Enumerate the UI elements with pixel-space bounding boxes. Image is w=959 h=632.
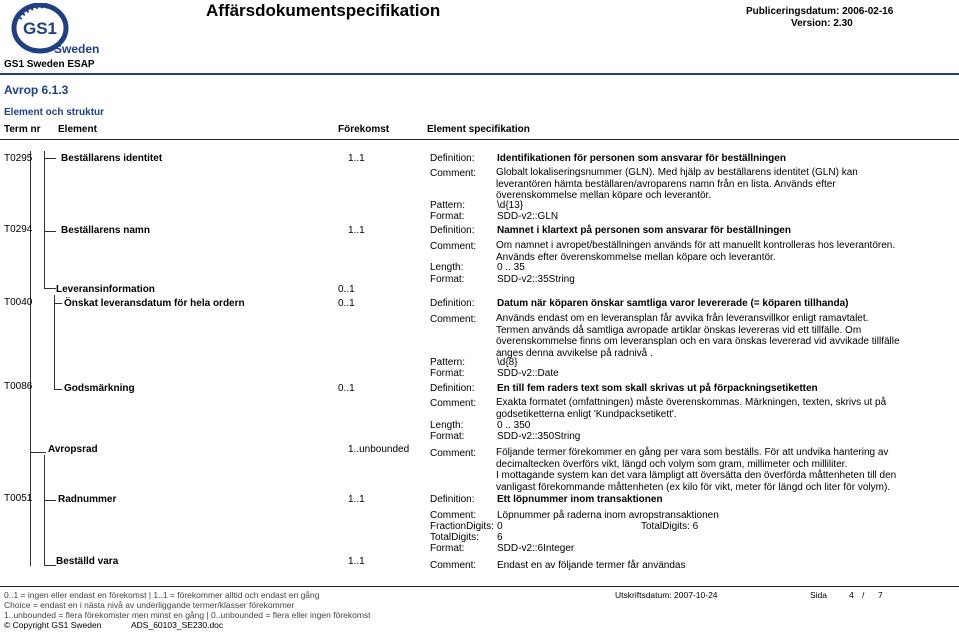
copyright: © Copyright GS1 Sweden [4, 620, 102, 630]
occurrence: 1..unbounded [348, 444, 410, 455]
length-value: 0 .. 350 [497, 420, 531, 431]
comment-text: Följande termer förekommer en gång per vara som beställs. För att undvika hantering av decimaltecken överförs vikt, längd och volym som gram, millimeter och milliliter. I mottagande system kan det vara lämpligt att översätta den överförda måttenheten till den vanligast förekommande måttenheten (ex kilo för vikt, meter för längd och liter för volym). [496, 447, 897, 493]
comment-text: Används endast om en leveransplan får avvika från leveransvillkor enligt ramavtalet. Termen används då samtliga avropade artiklar önskas levereras vid ett tillfälle. Om överenskommelse finns om leveransplan och en vara önskas levererad vid avvikade tillfälle anges denna avvikelse på radnivå . [496, 313, 900, 359]
document-filename: ADS_60103_SE230.doc [131, 620, 224, 630]
tree-line [44, 151, 45, 288]
page-separator: / [862, 590, 865, 600]
length-label: Length: [430, 262, 464, 273]
tree-line [44, 231, 56, 232]
legend-line-3: 1..unbounded = flera förekomster men minst en gång | 0..unbounded = flera eller ingen förekomst [4, 610, 371, 620]
comment-label: Comment: [430, 560, 477, 571]
element-name: Beställarens identitet [61, 153, 163, 164]
header-rule [0, 73, 959, 75]
pattern-label: Pattern: [430, 200, 466, 211]
total-digits-value: 6 [497, 532, 503, 543]
occurrence: 0..1 [338, 383, 355, 394]
col-element: Element [58, 124, 97, 135]
gs1-logo [6, 3, 116, 55]
total-digits-label: TotalDigits: [430, 532, 479, 543]
pattern-label: Pattern: [430, 357, 466, 368]
term-number: T0295 [4, 153, 33, 164]
table-caption: Element och struktur [4, 107, 105, 118]
print-date: Utskriftsdatum: 2007-10-24 [615, 590, 718, 600]
element-name: Leveransinformation [56, 284, 155, 295]
format-label: Format: [430, 543, 465, 554]
occurrence: 1..1 [348, 153, 365, 164]
definition-text: Namnet i klartext på personen som ansvarar för beställningen [497, 225, 791, 236]
element-name: Beställarens namn [61, 225, 150, 236]
comment-label: Comment: [430, 510, 477, 521]
tree-line [44, 500, 56, 501]
page-label: Sida [810, 590, 828, 600]
occurrence: 1..1 [348, 556, 365, 567]
col-occurs: Förekomst [338, 124, 390, 135]
page-number: 4 [849, 590, 854, 600]
format-label: Format: [430, 274, 465, 285]
comment-text: Löpnummer på raderna inom avropstransaktionen [497, 510, 719, 521]
occurrence: 1..1 [348, 225, 365, 236]
fraction-digits-label: FractionDigits: [430, 521, 494, 532]
comment-label: Comment: [430, 168, 477, 179]
element-name: Beställd vara [56, 556, 119, 567]
element-name: Avropsrad [48, 444, 98, 455]
tree-line [44, 565, 56, 566]
table-header-rule [0, 139, 959, 140]
tree-line [54, 303, 62, 304]
term-number: T0086 [4, 381, 33, 392]
organisation: GS1 Sweden ESAP [4, 59, 95, 70]
definition-label: Definition: [430, 383, 475, 394]
tree-line [30, 452, 46, 453]
tree-line [44, 455, 45, 565]
definition-label: Definition: [430, 153, 475, 164]
comment-label: Comment: [430, 398, 477, 409]
occurrence: 0..1 [338, 298, 355, 309]
format-value: SDD-v2::350String [497, 431, 581, 442]
svg-text:GS1: GS1 [23, 19, 58, 38]
legend-line-1: 0..1 = ingen eller endast en förekomst | 1..1 = förekommer alltid och endast en gång [4, 590, 320, 600]
comment-text: Endast en av följande termer får användas [497, 560, 686, 571]
format-label: Format: [430, 211, 465, 222]
publication-date: Publiceringsdatum: 2006-02-16 [746, 6, 894, 17]
comment-text: Globalt lokaliseringsnummer (GLN). Med hjälp av beställarens identitet (GLN) kan leverantören hämta beställaren/avroparens namn från en lista. Används efter överenskommelse mellan köpare och leverantör. [496, 167, 858, 202]
format-value: SDD-v2::35String [497, 274, 575, 285]
definition-label: Definition: [430, 298, 475, 309]
pattern-value: \d{13} [497, 200, 524, 211]
tree-line [44, 158, 56, 159]
format-value: SDD-v2::6Integer [497, 543, 575, 554]
document-title: Affärsdokumentspecifikation [206, 1, 441, 20]
tree-line [44, 288, 56, 289]
svg-text:Sweden: Sweden [54, 42, 100, 55]
tree-line [54, 389, 62, 390]
occurrence: 0..1 [338, 284, 355, 295]
definition-text: En till fem raders text som skall skrivas ut på förpackningsetiketten [497, 383, 818, 394]
col-term: Term nr [4, 124, 41, 135]
definition-text: Datum när köparen önskar samtliga varor levererade (= köparen tillhanda) [497, 298, 849, 309]
length-value: 0 .. 35 [497, 262, 525, 273]
section-title: Avrop 6.1.3 [4, 83, 69, 97]
comment-text: Om namnet i avropet/beställningen används för att manuellt kontrolleras hos leverantören. Används efter överenskommelse mellan köpare och leverantör. [496, 240, 896, 263]
footer-rule [0, 586, 959, 587]
format-value: SDD-v2::Date [497, 368, 559, 379]
element-name: Önskat leveransdatum för hela ordern [64, 298, 245, 309]
fraction-digits-value: 0 [497, 521, 503, 532]
comment-label: Comment: [430, 314, 477, 325]
comment-label: Comment: [430, 241, 477, 252]
comment-label: Comment: [430, 448, 477, 459]
total-digits-inline: TotalDigits: 6 [641, 521, 699, 532]
comment-text: Exakta formatet (omfattningen) måste överenskommas. Märkningen, texten, skrivs ut på godsetiketterna enligt 'Kundpacksetikett'. [496, 397, 887, 420]
term-number: T0294 [4, 224, 33, 235]
pattern-value: \d{8} [497, 357, 518, 368]
definition-label: Definition: [430, 225, 475, 236]
definition-text: Ett löpnummer inom transaktionen [497, 494, 663, 505]
occurrence: 1..1 [348, 494, 365, 505]
version: Version: 2.30 [791, 18, 853, 29]
tree-line [54, 295, 55, 390]
definition-label: Definition: [430, 494, 475, 505]
element-name: Godsmärkning [64, 383, 135, 394]
format-label: Format: [430, 431, 465, 442]
definition-text: Identifikationen för personen som ansvarar för beställningen [497, 153, 786, 164]
term-number: T0051 [4, 493, 33, 504]
page-total: 7 [878, 590, 883, 600]
format-label: Format: [430, 368, 465, 379]
format-value: SDD-v2::GLN [497, 211, 559, 222]
element-name: Radnummer [58, 494, 117, 505]
term-number: T0040 [4, 297, 33, 308]
col-spec: Element specifikation [427, 124, 530, 135]
legend-line-2: Choice = endast en i nästa nivå av underliggande termer/klasser förekommer [4, 600, 295, 610]
length-label: Length: [430, 420, 464, 431]
